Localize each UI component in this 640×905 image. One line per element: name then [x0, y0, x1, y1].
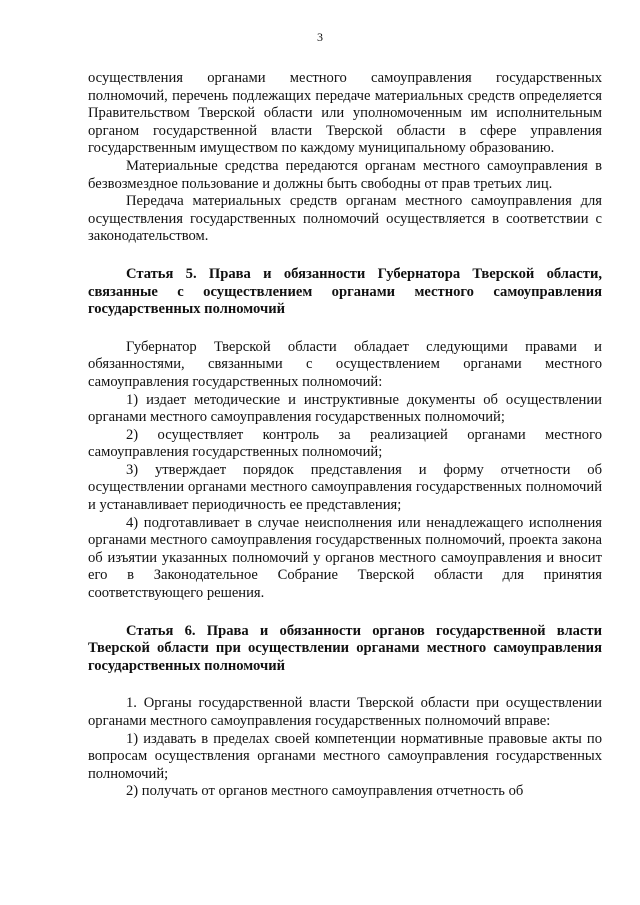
article-5-item-2: 2) осуществляет контроль за реализацией органами местного самоуправления государственных полномочий; — [88, 426, 602, 461]
article-5-item-3: 3) утверждает порядок представления и форму отчетности об осуществлении органами местного самоуправления государственных полномочий и устанавливает периодичность ее представления; — [88, 461, 602, 514]
article-5-item-1: 1) издает методические и инструктивные документы об осуществлении органами местного самоуправления государственных полномочий; — [88, 391, 602, 426]
article-5-lead: Губернатор Тверской области обладает следующими правами и обязанностями, связанными с осуществлением органами местного самоуправления государственных полномочий: — [88, 338, 602, 390]
intro-paragraph-2: Материальные средства передаются органам местного самоуправления в безвозмездное пользование и должны быть свободны от прав третьих лиц. — [88, 157, 602, 192]
article-5-heading: Статья 5. Права и обязанности Губернатора Тверской области, связанные с осуществлением органами местного самоуправления государственных полномочий — [88, 265, 602, 318]
page-number: 3 — [317, 30, 323, 44]
article-6-heading: Статья 6. Права и обязанности органов государственной власти Тверской области при осуществлении органами местного самоуправления государственных полномочий — [88, 622, 602, 674]
intro-paragraph-1: осуществления органами местного самоуправления государственных полномочий, перечень подлежащих передаче материальных средств определяется Правительством Тверской области или уполномоченным им исполнительным органом государственной власти Тверской области в сфере управления государственным имуществом по каждому муниципальному образованию. — [88, 70, 602, 157]
document-body — [88, 70, 602, 801]
article-5-item-4: 4) подготавливает в случае неисполнения или ненадлежащего исполнения органами местного самоуправления государственных полномочий, проекта закона об изъятии указанных полномочий у органов местного самоуправления и вносит его в Законодательное Собрание Тверской области для принятия соответствующего решения. — [88, 514, 602, 602]
article-6-lead: 1. Органы государственной власти Тверской области при осуществлении органами местного самоуправления государственных полномочий вправе: — [88, 695, 602, 729]
intro-paragraph-3: Передача материальных средств органам местного самоуправления для осуществления государственных полномочий осуществляется в соответствии с законодательством. — [88, 193, 602, 245]
article-6-item-2: 2) получать от органов местного самоуправления отчетность об — [126, 783, 524, 800]
article-6-item-1: 1) издавать в пределах своей компетенции нормативные правовые акты по вопросам осуществления органами местного самоуправления государственных полномочий; — [88, 730, 602, 782]
